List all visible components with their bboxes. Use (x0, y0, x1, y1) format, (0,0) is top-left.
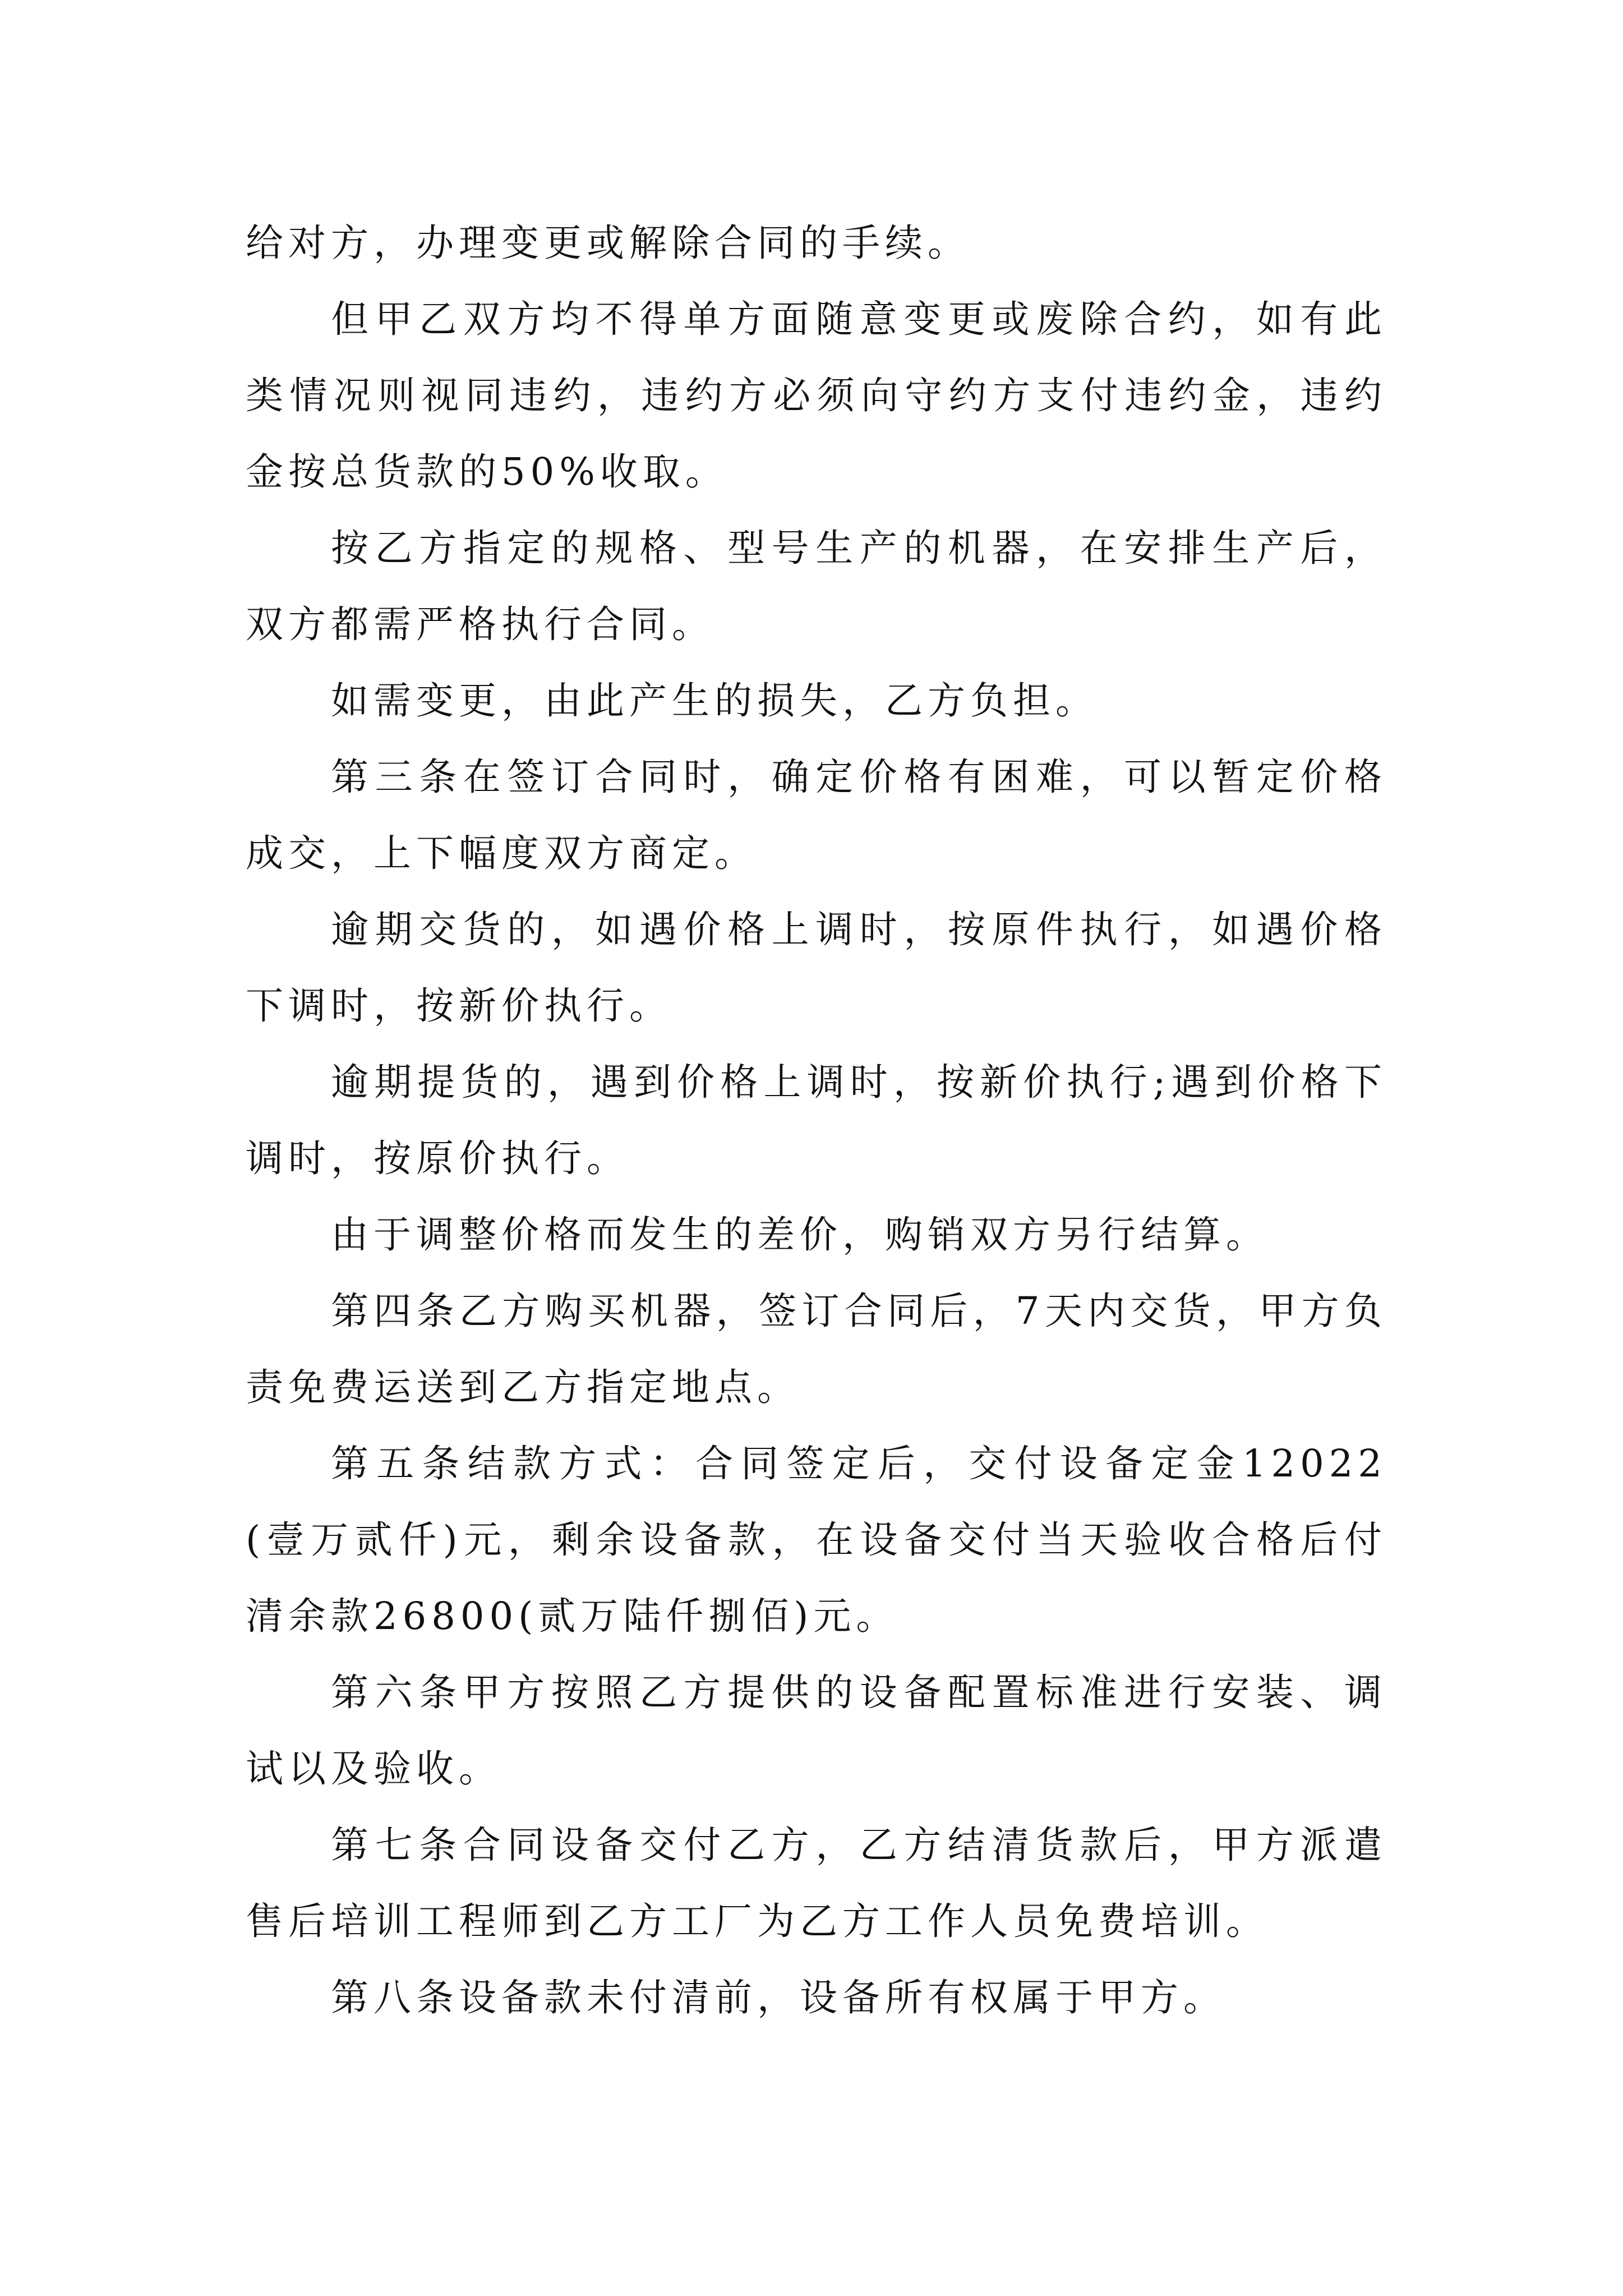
paragraph-5: 第三条在签订合同时，确定价格有困难，可以暂定价格成交，上下幅度双方商定。 (246, 755, 1387, 875)
paragraph-4: 如需变更，由此产生的损失，乙方负担。 (331, 679, 1098, 723)
paragraph-3: 按乙方指定的规格、型号生产的机器，在安排生产后，双方都需严格执行合同。 (246, 526, 1387, 646)
paragraph-2: 但甲乙双方均不得单方面随意变更或废除合约，如有此类情况则视同违约，违约方必须向守约方支付违约金，违约金按总货款的50%收取。 (246, 297, 1387, 494)
document-body (246, 205, 1387, 2036)
paragraph-11: 第六条甲方按照乙方提供的设备配置标准进行安装、调试以及验收。 (246, 1671, 1387, 1791)
paragraph-10: 第五条结款方式：合同签定后，交付设备定金12022(壹万贰仟)元，剩余设备款，在设备交付当天验收合格后付清余款26800(贰万陆仟捌佰)元。 (246, 1442, 1387, 1638)
paragraph-1: 给对方，办理变更或解除合同的手续。 (246, 221, 970, 265)
paragraph-6: 逾期交货的，如遇价格上调时，按原件执行，如遇价格下调时，按新价执行。 (246, 908, 1387, 1028)
paragraph-8: 由于调整价格而发生的差价，购销双方另行结算。 (331, 1213, 1269, 1257)
paragraph-12: 第七条合同设备交付乙方，乙方结清货款后，甲方派遣售后培训工程师到乙方工厂为乙方工作人员免费培训。 (246, 1823, 1387, 1943)
paragraph-9: 第四条乙方购买机器，签订合同后，7天内交货，甲方负责免费运送到乙方指定地点。 (246, 1289, 1387, 1409)
paragraph-7: 逾期提货的，遇到价格上调时，按新价执行;遇到价格下调时，按原价执行。 (246, 1060, 1387, 1180)
paragraph-13: 第八条设备款未付清前，设备所有权属于甲方。 (331, 1976, 1226, 2019)
